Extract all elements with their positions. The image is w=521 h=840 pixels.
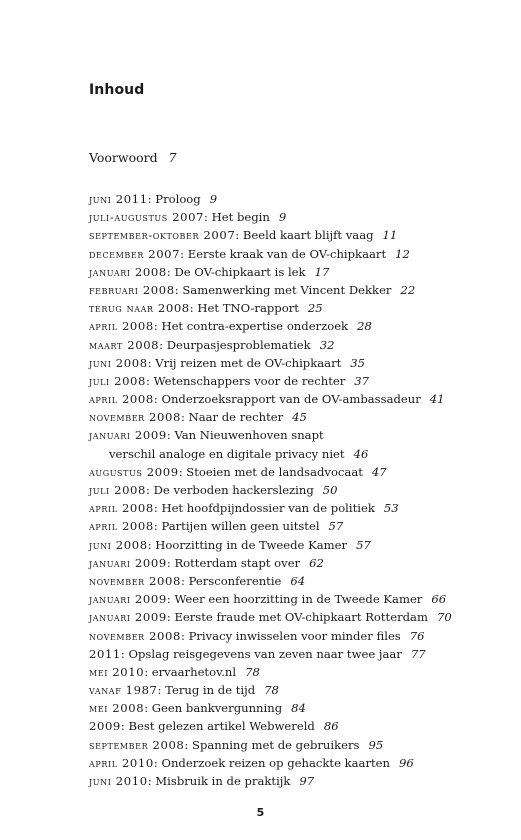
page-heading: Inhoud: [89, 82, 145, 98]
toc-entry-separator: :: [147, 774, 156, 788]
toc-entry: [89, 572, 509, 590]
toc-entry: [89, 645, 509, 663]
toc-entry-separator: :: [166, 610, 175, 625]
toc-entry-separator: :: [147, 192, 156, 206]
toc-entry-page: 95: [368, 737, 384, 752]
toc-entry: [89, 208, 509, 226]
toc-entry-title: Privacy inwisselen voor minder files: [188, 628, 401, 643]
toc-entry-page: 11: [382, 228, 398, 243]
toc-entry-separator: :: [166, 555, 175, 570]
toc-entry-title: Het hoofdpijndossier van de politiek: [161, 501, 375, 516]
toc-foreword-title: Voorwoord: [89, 150, 158, 165]
toc-entry-title: Samenwerking met Vincent Dekker: [182, 282, 392, 297]
toc-entry: [89, 372, 509, 390]
toc-entry-title: Eerste fraude met OV-chipkaart Rotterdam: [174, 610, 428, 625]
toc-entry: [89, 772, 509, 790]
toc-entry-date: juli-augustus 2007: [89, 210, 205, 225]
toc-entry-date: april 2008: [89, 392, 154, 407]
toc-entry-page: 46: [353, 446, 369, 461]
toc-entry-title: Vrij reizen met de OV-chipkaart: [155, 355, 342, 370]
toc-entry: [89, 663, 509, 681]
toc-entry-separator: :: [235, 228, 243, 243]
toc-entry-separator: :: [178, 464, 187, 479]
toc-entry-separator: :: [153, 519, 162, 534]
toc-entry-date: 2011: [89, 646, 121, 661]
toc-entry-date: november 2008: [89, 573, 181, 588]
toc-entry-page: 77: [410, 646, 426, 661]
toc-entry-page: 35: [350, 355, 366, 370]
toc-entry: [89, 499, 509, 517]
toc-entry-page: 62: [309, 555, 324, 570]
toc-entry: [89, 445, 509, 463]
toc-entry-page: 76: [409, 628, 425, 643]
toc-entry-page: 22: [400, 282, 416, 297]
toc-entry: [89, 263, 509, 281]
toc-entry-separator: :: [144, 701, 152, 716]
toc-entry: [89, 336, 509, 354]
toc-entry-separator: :: [174, 282, 183, 297]
toc-entry: [89, 608, 509, 626]
toc-entry: [89, 481, 509, 499]
toc-entry-title: Rotterdam stapt over: [174, 555, 301, 570]
toc-entry-separator: :: [147, 355, 156, 370]
toc-entry-date: november 2008: [89, 628, 181, 643]
toc-entry-separator: :: [153, 319, 162, 334]
toc-entry: [89, 426, 509, 444]
toc-entry-title: Deurpasjesproblematiek: [166, 337, 311, 352]
page-number: 5: [256, 806, 265, 819]
toc-entry-separator: :: [144, 664, 152, 679]
toc-entry-date: januari 2008: [89, 264, 167, 279]
toc-entry-title: Onderzoeksrapport van de OV-ambassadeur: [161, 392, 421, 407]
toc-entry-separator: :: [204, 210, 212, 225]
toc-entry-separator: :: [180, 628, 189, 643]
toc-entry: [89, 736, 509, 754]
toc-entry-page: 84: [291, 701, 306, 716]
toc-entry-separator: :: [184, 737, 192, 752]
toc-entry: [89, 717, 509, 735]
toc-entry-page: 12: [395, 246, 410, 261]
toc-entry-title: Proloog: [155, 192, 201, 206]
toc-entry-title: De OV-chipkaart is lek: [174, 264, 306, 279]
toc-entry-separator: :: [120, 719, 129, 734]
toc-entry-page: 64: [290, 573, 306, 588]
toc-entry: [89, 699, 509, 717]
table-of-contents: [89, 190, 509, 790]
toc-entry-title: Best gelezen artikel Webwereld: [128, 719, 315, 734]
toc-entry-page: 28: [357, 319, 372, 334]
toc-entry-title: Van Nieuwenhoven snapt: [174, 428, 324, 443]
toc-entry-title: Partijen willen geen uitstel: [161, 519, 320, 534]
toc-entry-date: 2009: [89, 719, 121, 734]
toc-entry-page: 32: [319, 337, 335, 352]
toc-entry-title: Spanning met de gebruikers: [192, 737, 360, 752]
toc-entry-separator: :: [157, 683, 166, 698]
toc-foreword: [89, 150, 177, 165]
toc-entry-page: 41: [429, 392, 445, 407]
toc-entry: [89, 463, 509, 481]
toc-entry-date: mei 2010: [89, 664, 145, 679]
toc-entry-page: 17: [314, 264, 330, 279]
toc-entry-separator: :: [180, 573, 189, 588]
toc-foreword-page: 7: [168, 150, 177, 165]
toc-entry: [89, 190, 509, 208]
toc-entry-separator: :: [166, 428, 175, 443]
toc-entry-title: Misbruik in de praktijk: [155, 774, 291, 788]
toc-entry: [89, 299, 509, 317]
toc-entry-separator: :: [153, 392, 162, 407]
toc-entry-page: 57: [328, 519, 344, 534]
toc-entry-date: januari 2009: [89, 610, 167, 625]
toc-entry: [89, 590, 509, 608]
toc-entry-date: juni 2008: [89, 355, 148, 370]
toc-entry-page: 66: [431, 592, 447, 607]
toc-entry-separator: :: [153, 501, 162, 516]
toc-entry-title: Wetenschappers voor de rechter: [153, 373, 346, 388]
toc-entry-date: februari 2008: [89, 282, 175, 297]
toc-entry-date: juli 2008: [89, 483, 147, 497]
toc-entry-page: 57: [356, 537, 371, 552]
toc-entry: [89, 554, 509, 572]
toc-entry-title: Het TNO-rapport: [197, 301, 299, 316]
toc-entry-page: 97: [299, 774, 315, 788]
toc-entry: [89, 627, 509, 645]
toc-entry-date: juni 2011: [89, 192, 148, 206]
toc-entry-date: april 2010: [89, 755, 154, 770]
toc-entry: [89, 226, 509, 244]
toc-entry: [89, 681, 509, 699]
toc-entry-title: Eerste kraak van de OV-chipkaart: [187, 246, 387, 261]
toc-entry-date: januari 2009: [89, 428, 167, 443]
toc-entry-date: terug naar 2008: [89, 301, 190, 316]
toc-entry-title: Het contra-expertise onderzoek: [161, 319, 349, 334]
toc-entry-page: 86: [323, 719, 339, 734]
toc-entry: [89, 390, 509, 408]
toc-entry-separator: :: [153, 755, 162, 770]
toc-entry-title: Persconferentie: [188, 573, 282, 588]
toc-entry-page: 37: [354, 373, 370, 388]
toc-entry-page: 78: [264, 683, 279, 698]
toc-entry-title: Onderzoek reizen op gehackte kaarten: [161, 755, 390, 770]
toc-entry-page: 9: [209, 192, 218, 206]
toc-entry-date: maart 2008: [89, 337, 160, 352]
toc-entry-date: april 2008: [89, 519, 154, 534]
toc-entry-title: verschil analoge en digitale privacy niet: [109, 446, 345, 461]
toc-entry-date: september 2008: [89, 737, 185, 752]
toc-entry-date: mei 2008: [89, 701, 145, 716]
toc-entry-title: Geen bankvergunning: [151, 701, 283, 716]
toc-entry: [89, 517, 509, 535]
toc-entry: [89, 754, 509, 772]
toc-entry-page: 45: [292, 410, 307, 425]
toc-entry-separator: :: [180, 246, 188, 261]
toc-entry-separator: :: [189, 301, 198, 316]
toc-entry-separator: :: [166, 264, 175, 279]
toc-entry-date: augustus 2009: [89, 464, 179, 479]
toc-entry-page: 50: [322, 483, 338, 497]
toc-entry: [89, 317, 509, 335]
toc-entry: [89, 536, 509, 554]
toc-entry-title: Weer een hoorzitting in de Tweede Kamer: [174, 592, 423, 607]
toc-entry-page: 70: [436, 610, 452, 625]
toc-entry-date: vanaf 1987: [89, 683, 158, 698]
toc-entry-separator: :: [120, 646, 129, 661]
toc-entry-page: 25: [307, 301, 323, 316]
toc-entry-page: 47: [371, 464, 387, 479]
toc-entry-title: Stoeien met de landsadvocaat: [186, 464, 363, 479]
toc-entry-date: september-oktober 2007: [89, 228, 236, 243]
toc-entry: [89, 245, 509, 263]
toc-entry-date: juni 2008: [89, 537, 148, 552]
toc-entry: [89, 354, 509, 372]
toc-entry-date: april 2008: [89, 319, 154, 334]
toc-entry-title: Naar de rechter: [188, 410, 284, 425]
toc-entry-date: november 2008: [89, 410, 181, 425]
toc-entry-separator: :: [147, 537, 156, 552]
toc-entry-date: juli 2008: [89, 373, 147, 388]
toc-entry-separator: :: [159, 337, 167, 352]
toc-entry-title: ervaarhetov.nl: [151, 664, 237, 679]
toc-entry-separator: :: [166, 592, 175, 607]
toc-entry-page: 96: [399, 755, 414, 770]
toc-entry: [89, 408, 509, 426]
toc-entry-date: april 2008: [89, 501, 154, 516]
toc-entry-date: juni 2010: [89, 774, 148, 788]
toc-entry-date: januari 2009: [89, 555, 167, 570]
toc-entry-separator: :: [180, 410, 189, 425]
toc-entry-date: december 2007: [89, 246, 181, 261]
toc-entry-title: Het begin: [211, 210, 270, 225]
toc-entry: [89, 281, 509, 299]
toc-entry-title: Hoorzitting in de Tweede Kamer: [155, 537, 348, 552]
toc-entry-page: 9: [278, 210, 287, 225]
toc-entry-page: 53: [383, 501, 399, 516]
toc-entry-separator: :: [146, 373, 154, 388]
toc-entry-title: Opslag reisgegevens van zeven naar twee jaar: [128, 646, 402, 661]
toc-entry-title: Beeld kaart blijft vaag: [242, 228, 374, 243]
toc-entry-page: 78: [245, 664, 260, 679]
toc-entry-date: januari 2009: [89, 592, 167, 607]
toc-entry-title: De verboden hackerslezing: [153, 483, 314, 497]
toc-entry-title: Terug in de tijd: [165, 683, 256, 698]
toc-entry-separator: :: [146, 483, 154, 497]
